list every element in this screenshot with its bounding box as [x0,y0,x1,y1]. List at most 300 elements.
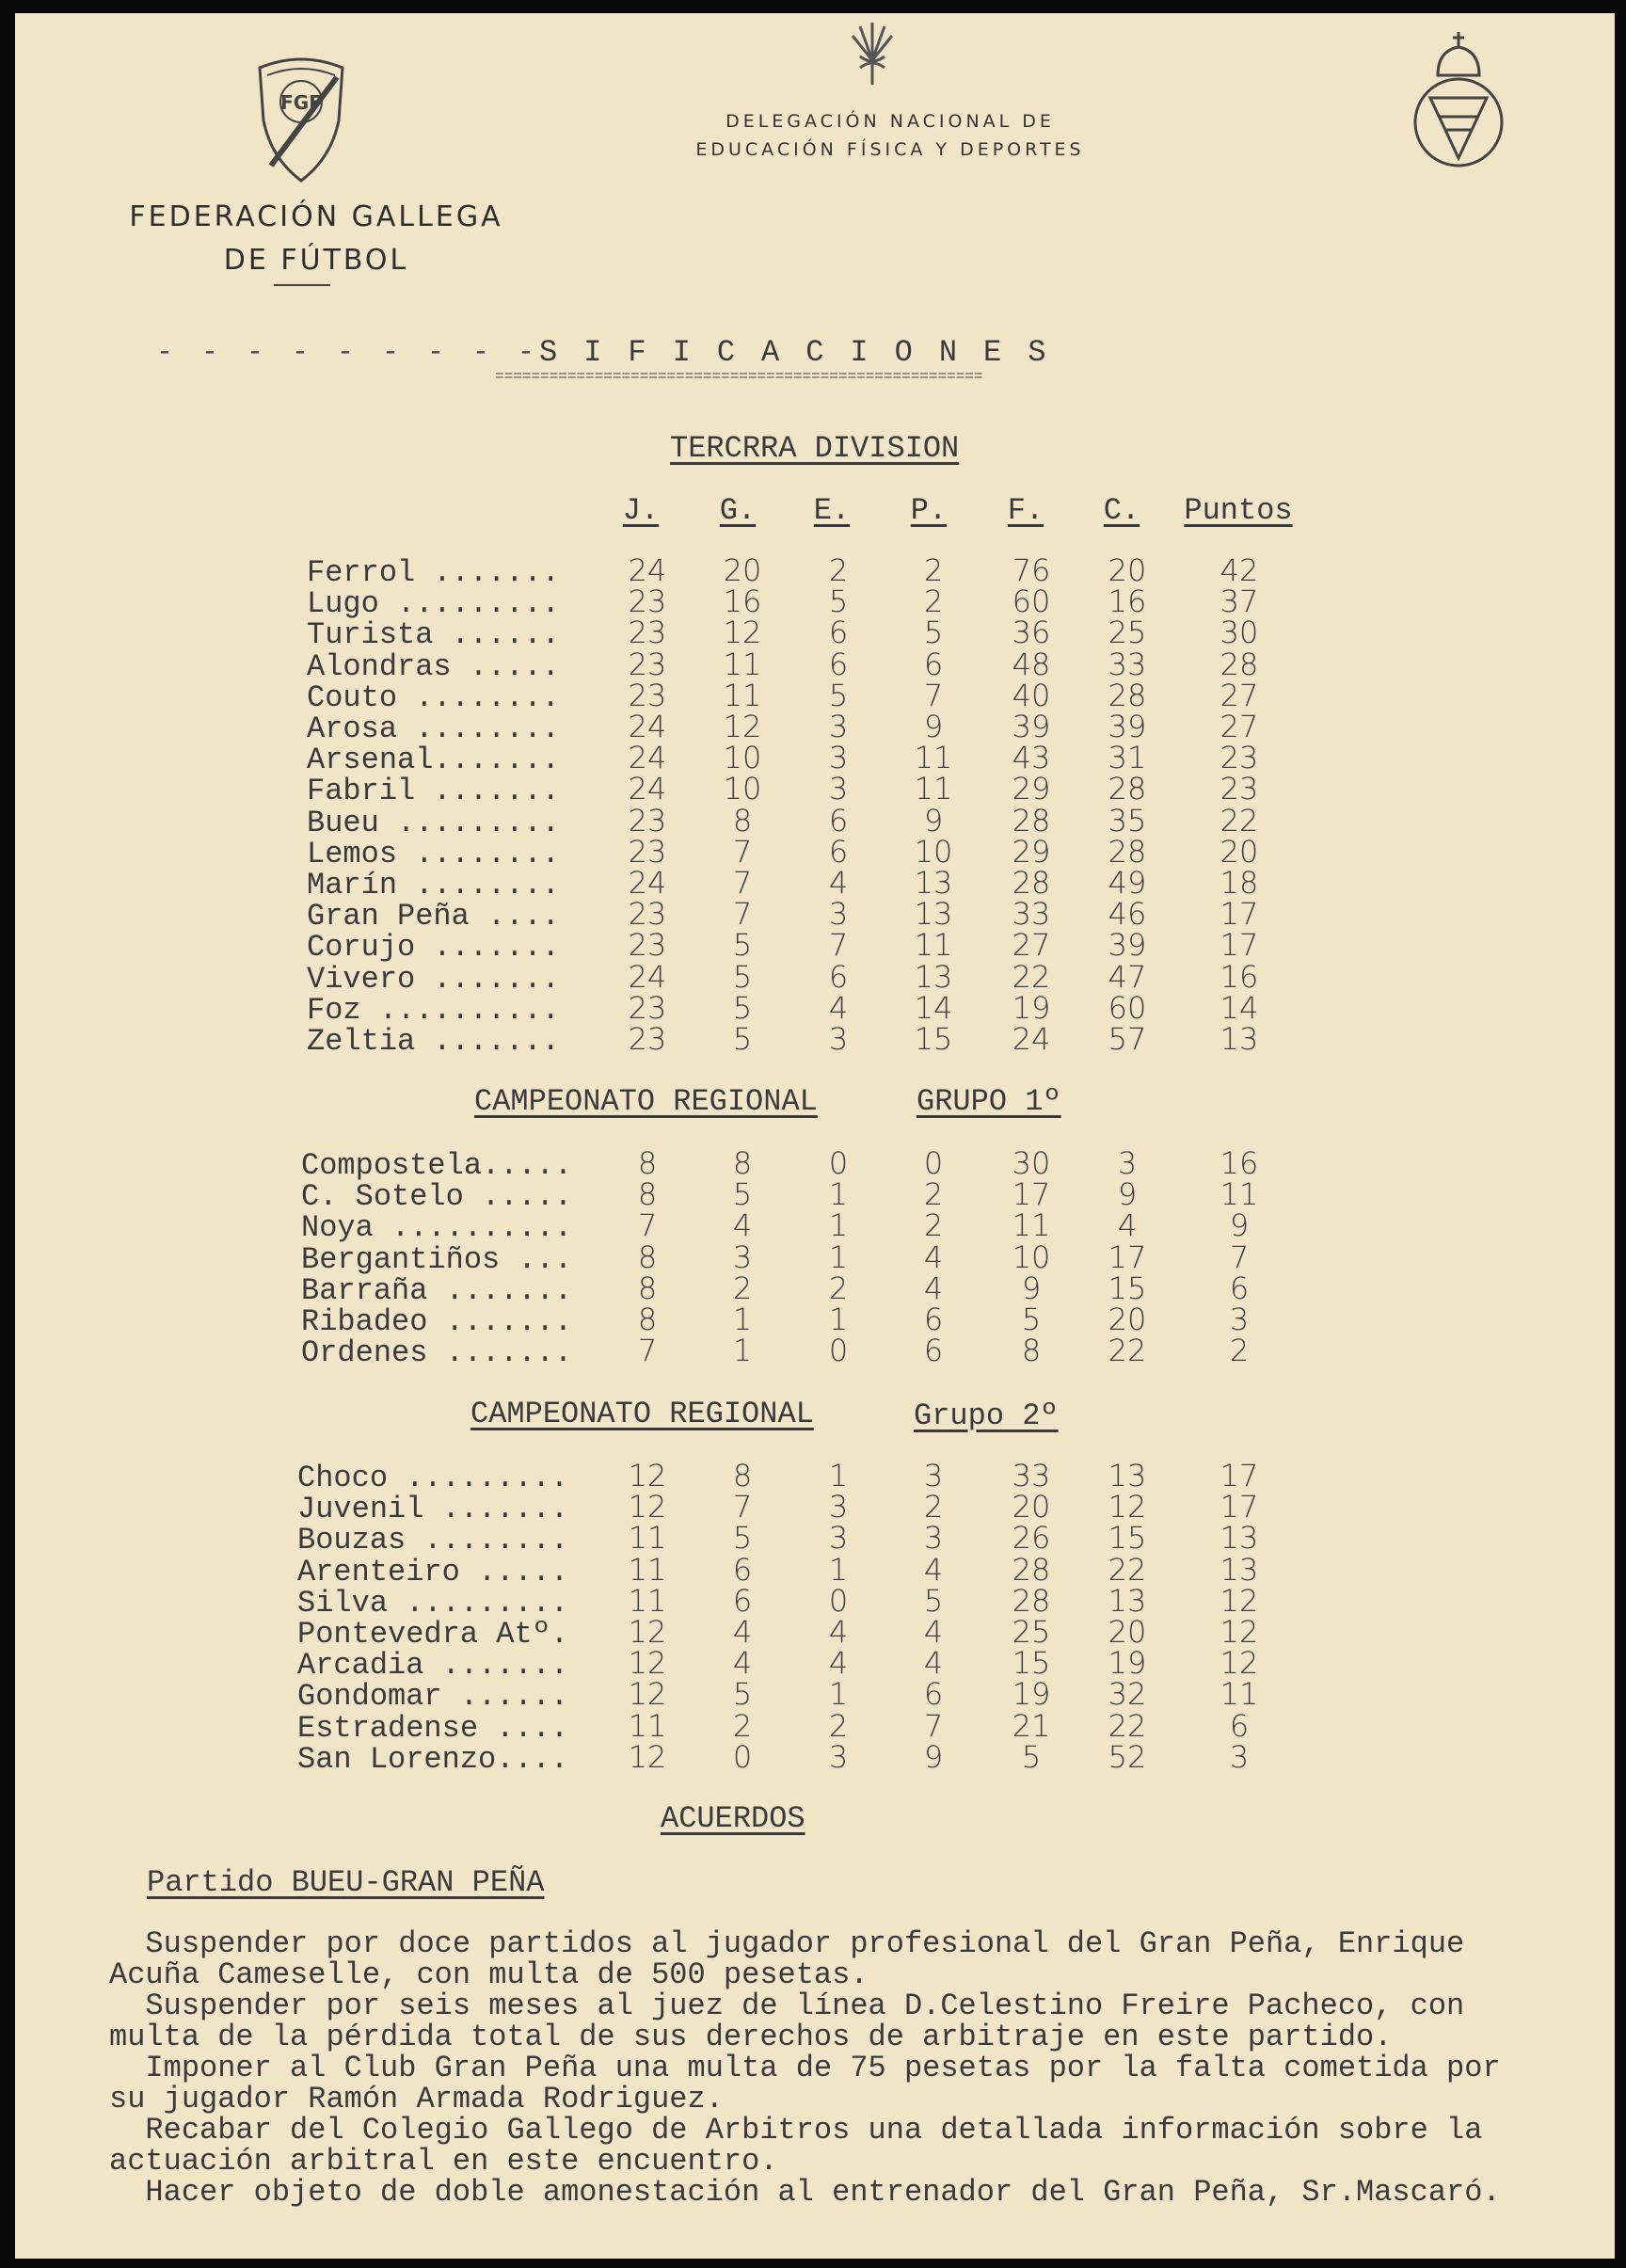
grupo2-title-right: Grupo 2º [914,1398,1059,1433]
stat-cell: 23 [628,989,667,1026]
edge-notch [0,62,9,66]
stat-cell: 17 [1220,1458,1259,1493]
stat-cell: 29 [1012,833,1051,870]
table-row [15,1551,1615,1589]
team-name: Estradense .... [297,1710,569,1746]
stat-cell: 3 [732,1238,753,1275]
team-name: Arosa ........ [307,711,560,746]
stat-cell: 28 [1012,865,1051,901]
stat-cell: 23 [628,677,667,713]
team-name: Bouzas ........ [297,1523,569,1558]
table-row [15,1145,1615,1183]
table-row [15,1676,1615,1715]
table-row [15,1458,1615,1495]
table-row [15,1614,1615,1652]
stat-cell: 4 [923,1614,944,1650]
table-row [15,802,1615,840]
acuerdos-line: Hacer objeto de doble amonestación al entrenador del Gran Peña, Sr.Mascaró. [109,2175,1501,2210]
stat-cell: 33 [1012,1458,1051,1493]
stat-cell: 2 [828,1270,849,1306]
team-name: Arcadia ....... [297,1648,569,1684]
stat-cell: 11 [914,927,953,964]
stat-cell: 5 [732,1021,753,1057]
stat-cell: 24 [628,771,667,807]
stat-cell: 2 [1229,1333,1250,1369]
stat-cell: 13 [1220,1021,1259,1057]
stat-cell: 15 [914,1021,953,1057]
stat-cell: 9 [923,802,944,839]
stat-cell: 22 [1108,1333,1147,1369]
stat-cell: 16 [1220,958,1259,995]
stat-cell: 6 [1229,1270,1250,1306]
stat-cell: 4 [732,1645,753,1682]
grupo1-title-right: GRUPO 1º [917,1084,1061,1119]
table-row [15,646,1615,684]
stat-cell: 23 [628,833,667,870]
stat-cell: 19 [1012,989,1051,1026]
federation-line-2: DE FÚTBOL [223,244,409,277]
stat-cell: 7 [637,1333,658,1369]
stat-cell: 0 [923,1145,944,1181]
stat-cell: 5 [1021,1738,1042,1775]
stat-cell: 28 [1108,771,1147,807]
stat-cell: 7 [828,927,849,964]
table-row [15,709,1615,746]
acuerdos-line: Imponer al Club Gran Peña una multa de 75 pesetas por la falta cometida por [109,2051,1501,2085]
stat-cell: 3 [923,1458,944,1493]
table-row [15,927,1615,966]
stat-cell: 11 [1220,1176,1259,1213]
stat-cell: 46 [1108,896,1147,933]
stat-cell: 12 [628,1676,667,1713]
table-row [15,615,1615,653]
stat-cell: 17 [1108,1238,1147,1275]
stat-cell: 23 [628,896,667,933]
team-name: Corujo ....... [307,930,560,966]
stat-cell: 2 [923,1176,944,1213]
stat-cell: 7 [732,865,753,901]
stat-cell: 4 [923,1645,944,1682]
stat-cell: 23 [628,646,667,682]
stat-cell: 6 [1229,1707,1250,1744]
stat-cell: 13 [914,896,953,933]
edge-notch [0,1796,9,1799]
table-row [15,771,1615,809]
stat-cell: 29 [1012,771,1051,807]
stat-cell: 28 [1012,1551,1051,1588]
stat-cell: 23 [628,802,667,839]
stat-cell: 43 [1012,740,1051,776]
stat-cell: 10 [723,740,762,776]
stat-cell: 20 [1220,833,1259,870]
stat-cell: 1 [732,1333,753,1369]
col-head-c: C. [1103,493,1140,528]
stat-cell: 21 [1012,1707,1051,1744]
match-title: Partido BUEU-GRAN PEÑA [147,1865,545,1900]
team-name: Pontevedra Atº. [297,1617,569,1652]
stat-cell: 3 [828,1520,849,1557]
stat-cell: 3 [828,709,849,744]
stat-cell: 3 [1229,1738,1250,1775]
stat-cell: 7 [637,1207,658,1244]
team-name: Bueu ......... [307,805,560,840]
stat-cell: 4 [732,1614,753,1650]
stat-cell: 32 [1108,1676,1147,1713]
page-title: SIFICACIONES [539,335,1073,370]
team-name: Lemos ........ [307,836,560,871]
stat-cell: 13 [1220,1551,1259,1588]
stat-cell: 1 [828,1302,849,1337]
stat-cell: 4 [828,989,849,1026]
stat-cell: 9 [923,1738,944,1775]
stat-cell: 13 [1220,1520,1259,1557]
stat-cell: 12 [628,1738,667,1775]
stat-cell: 11 [628,1551,667,1588]
crown-badge-icon [1410,26,1507,173]
stat-cell: 5 [732,1520,753,1557]
stat-cell: 28 [1108,833,1147,870]
stat-cell: 28 [1220,646,1259,682]
stat-cell: 4 [828,1614,849,1650]
stat-cell: 3 [1229,1302,1250,1337]
stat-cell: 8 [637,1176,658,1213]
stat-cell: 13 [1108,1582,1147,1619]
stat-cell: 39 [1108,709,1147,744]
edge-notch [0,341,9,344]
stat-cell: 28 [1012,802,1051,839]
edge-notch [0,412,9,416]
stat-cell: 7 [732,896,753,933]
stat-cell: 30 [1220,615,1259,651]
acuerdos-line: multa de la pérdida total de sus derechos de arbitraje en este partido. [109,2020,1393,2054]
stat-cell: 2 [923,1207,944,1244]
stat-cell: 5 [732,989,753,1026]
table-row [15,677,1615,715]
stat-cell: 0 [828,1582,849,1619]
stat-cell: 33 [1108,646,1147,682]
stat-cell: 0 [828,1333,849,1369]
stat-cell: 52 [1108,1738,1147,1775]
stat-cell: 14 [914,989,953,1026]
stat-cell: 4 [923,1270,944,1306]
table-row [15,865,1615,902]
team-name: Gondomar ...... [297,1679,569,1715]
stat-cell: 2 [923,583,944,620]
table-row [15,1270,1615,1308]
stat-cell: 14 [1220,989,1259,1026]
team-name: Juvenil ....... [297,1492,569,1527]
stat-cell: 17 [1220,896,1259,933]
stat-cell: 8 [732,802,753,839]
col-head-puntos: Puntos [1184,493,1293,528]
stat-cell: 15 [1108,1270,1147,1306]
tercera-title: TERCRRA DIVISION [670,431,960,466]
stat-cell: 3 [828,1021,849,1057]
stat-cell: 5 [923,615,944,651]
team-name: Silva ......... [297,1585,569,1621]
stat-cell: 48 [1012,646,1051,682]
federation-line-1: FEDERACIÓN GALLEGA [129,200,503,233]
stat-cell: 11 [628,1707,667,1744]
stat-cell: 5 [732,1676,753,1713]
stat-cell: 20 [1108,1614,1147,1650]
stat-cell: 12 [723,709,762,744]
col-head-e: E. [813,493,851,528]
divider [274,284,330,286]
team-name: Arsenal....... [307,743,560,778]
acuerdos-line: Suspender por doce partidos al jugador profesional del Gran Peña, Enrique [109,1926,1465,1961]
stat-cell: 7 [923,677,944,713]
stat-cell: 11 [1012,1207,1051,1244]
stat-cell: 5 [732,1176,753,1213]
stat-cell: 23 [628,583,667,620]
table-row [15,1520,1615,1558]
grupo1-title-left: CAMPEONATO REGIONAL [474,1084,818,1119]
stat-cell: 49 [1108,865,1147,901]
stat-cell: 6 [923,1302,944,1337]
arrows-emblem-icon [847,19,898,88]
stat-cell: 27 [1220,709,1259,744]
stat-cell: 47 [1108,958,1147,995]
stat-cell: 11 [628,1582,667,1619]
stat-cell: 28 [1108,677,1147,713]
team-name: Ribadeo ....... [301,1304,573,1339]
stat-cell: 16 [1220,1145,1259,1181]
stat-cell: 1 [828,1238,849,1275]
stat-cell: 18 [1220,865,1259,901]
stat-cell: 15 [1108,1520,1147,1557]
stat-cell: 25 [1108,615,1147,651]
stat-cell: 7 [732,1489,753,1525]
stat-cell: 15 [1012,1645,1051,1682]
col-head-f: F. [1007,493,1044,528]
stat-cell: 2 [923,1489,944,1525]
stat-cell: 4 [828,865,849,901]
table-row [15,552,1615,590]
table-row [15,1707,1615,1746]
table-row [15,740,1615,778]
stat-cell: 6 [828,646,849,682]
stat-cell: 22 [1012,958,1051,995]
stat-cell: 2 [732,1707,753,1744]
stat-cell: 10 [1012,1238,1051,1275]
stat-cell: 3 [1117,1145,1138,1181]
stat-cell: 28 [1012,1582,1051,1619]
table-row [15,1738,1615,1777]
stat-cell: 31 [1108,740,1147,776]
team-name: C. Sotelo ..... [301,1179,573,1215]
team-name: Turista ...... [307,617,560,653]
stat-cell: 26 [1012,1520,1051,1557]
stat-cell: 12 [1220,1614,1259,1650]
stat-cell: 4 [923,1551,944,1588]
stat-cell: 1 [828,1207,849,1244]
stat-cell: 6 [828,958,849,995]
stat-cell: 5 [1021,1302,1042,1337]
acuerdos-title: ACUERDOS [661,1801,805,1836]
shield-letters: FGF [280,91,322,114]
stat-cell: 7 [1229,1238,1250,1275]
stat-cell: 1 [828,1176,849,1213]
stat-cell: 3 [923,1520,944,1557]
edge-notch [0,134,9,137]
stat-cell: 40 [1012,677,1051,713]
team-name: Couto ........ [307,679,560,715]
team-name: Lugo ......... [307,586,560,622]
delegation-line-2: EDUCACIÓN FÍSICA Y DEPORTES [695,139,1085,160]
stat-cell: 60 [1012,583,1051,620]
stat-cell: 0 [732,1738,753,1775]
acuerdos-line: actuación arbitral en este encuentro. [109,2144,778,2179]
stat-cell: 42 [1220,552,1259,588]
title-dashes: - - - - - - - - - [156,337,541,369]
stat-cell: 4 [923,1238,944,1275]
stat-cell: 17 [1220,927,1259,964]
col-head-p: P. [910,493,948,528]
fgf-shield-icon [254,55,348,184]
delegation-line-1: DELEGACIÓN NACIONAL DE [725,111,1055,132]
stat-cell: 12 [628,1458,667,1493]
stat-cell: 3 [828,896,849,933]
stat-cell: 35 [1108,802,1147,839]
stat-cell: 5 [732,958,753,995]
team-name: Foz .......... [307,992,560,1028]
stat-cell: 23 [628,927,667,964]
stat-cell: 13 [1108,1458,1147,1493]
stat-cell: 1 [828,1676,849,1713]
stat-cell: 2 [828,1707,849,1744]
stat-cell: 8 [732,1145,753,1181]
table-row [15,958,1615,997]
table-row [15,833,1615,871]
stat-cell: 4 [828,1645,849,1682]
stat-cell: 36 [1012,615,1051,651]
table-row [15,1333,1615,1371]
stat-cell: 11 [628,1520,667,1557]
team-name: Zeltia ....... [307,1024,560,1059]
stat-cell: 12 [1108,1489,1147,1525]
stat-cell: 8 [732,1458,753,1493]
acuerdos-line: su jugador Ramón Armada Rodriguez. [109,2082,724,2116]
stat-cell: 3 [828,740,849,776]
stat-cell: 6 [923,1676,944,1713]
stat-cell: 6 [828,615,849,651]
stat-cell: 20 [723,552,762,588]
edge-notch [0,864,9,868]
stat-cell: 1 [828,1458,849,1493]
table-row [15,1021,1615,1059]
grupo2-title-left: CAMPEONATO REGIONAL [470,1397,814,1431]
stat-cell: 30 [1012,1145,1051,1181]
table-row [15,1489,1615,1527]
stat-cell: 0 [828,1145,849,1181]
stat-cell: 6 [828,833,849,870]
stat-cell: 27 [1012,927,1051,964]
stat-cell: 3 [828,1489,849,1525]
federation-name [119,196,514,282]
stat-cell: 2 [732,1270,753,1306]
stat-cell: 23 [1220,740,1259,776]
stat-cell: 20 [1108,552,1147,588]
team-name: Barraña ....... [301,1272,573,1308]
stat-cell: 23 [1220,771,1259,807]
table-row [15,1176,1615,1215]
stat-cell: 33 [1012,896,1051,933]
stat-cell: 6 [732,1551,753,1588]
stat-cell: 7 [923,1707,944,1744]
stat-cell: 16 [1108,583,1147,620]
stat-cell: 7 [732,833,753,870]
stat-cell: 5 [732,927,753,964]
stat-cell: 11 [914,771,953,807]
stat-cell: 9 [1021,1270,1042,1306]
stat-cell: 10 [914,833,953,870]
stat-cell: 11 [914,740,953,776]
stat-cell: 8 [637,1238,658,1275]
stat-cell: 12 [1220,1645,1259,1682]
stat-cell: 25 [1012,1614,1051,1650]
stat-cell: 4 [732,1207,753,1244]
stat-cell: 2 [923,552,944,588]
edge-notch [0,1466,9,1470]
stat-cell: 12 [628,1614,667,1650]
stat-cell: 6 [828,802,849,839]
stat-cell: 12 [628,1645,667,1682]
stat-cell: 37 [1220,583,1259,620]
stat-cell: 19 [1012,1676,1051,1713]
stat-cell: 16 [723,583,762,620]
stat-cell: 24 [628,958,667,995]
stat-cell: 27 [1220,677,1259,713]
title-double-rule: ====================================================== [495,369,983,384]
stat-cell: 12 [723,615,762,651]
team-name: Noya .......... [301,1210,573,1246]
stat-cell: 5 [828,583,849,620]
acuerdos-line: Suspender por seis meses al juez de línea D.Celestino Freire Pacheco, con [109,1988,1465,2023]
team-name: Gran Peña .... [307,899,560,934]
team-name: Fabril ....... [307,774,560,809]
stat-cell: 6 [923,646,944,682]
stat-cell: 13 [914,865,953,901]
table-row [15,1645,1615,1684]
stat-cell: 8 [637,1302,658,1337]
stat-cell: 9 [1117,1176,1138,1213]
team-name: San Lorenzo.... [297,1741,569,1777]
team-name: Alondras ..... [307,648,560,684]
stat-cell: 8 [637,1270,658,1306]
delegation-name [627,107,1154,164]
stat-cell: 24 [1012,1021,1051,1057]
stat-cell: 5 [828,677,849,713]
stat-cell: 3 [828,771,849,807]
stat-cell: 11 [1220,1676,1259,1713]
stat-cell: 24 [628,865,667,901]
table-row [15,1238,1615,1277]
stat-cell: 6 [923,1333,944,1369]
stat-cell: 39 [1012,709,1051,744]
stat-cell: 3 [828,1738,849,1775]
table-row [15,1302,1615,1339]
stat-cell: 24 [628,709,667,744]
acuerdos-line: Acuña Cameselle, con multa de 500 pesetas. [109,1957,869,1992]
team-name: Arenteiro ..... [297,1554,569,1589]
stat-cell: 20 [1108,1302,1147,1337]
team-name: Ordenes ....... [301,1335,573,1371]
stat-cell: 76 [1012,552,1051,588]
stat-cell: 5 [923,1582,944,1619]
col-head-j: J. [622,493,660,528]
stat-cell: 39 [1108,927,1147,964]
